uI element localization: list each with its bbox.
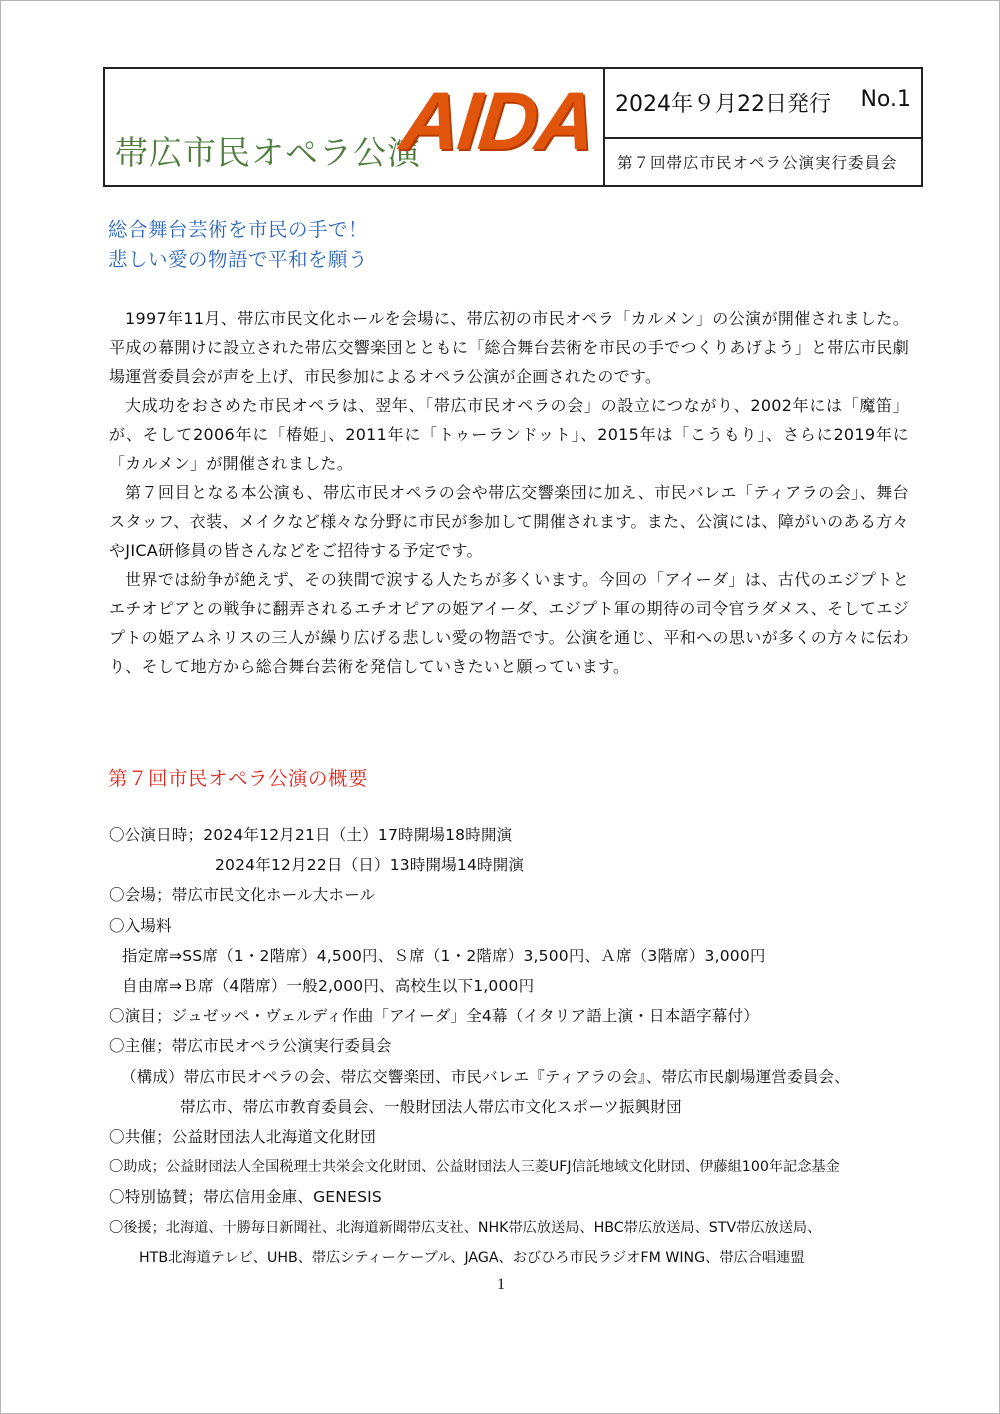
overview-title: 第７回市民オペラ公演の概要: [108, 767, 369, 790]
publisher: 第７回帯広市民オペラ公演実行委員会: [617, 154, 898, 172]
members-line-2: 帯広市、帯広市教育委員会、一般財団法人帯広市文化スポーツ振興財団: [180, 1097, 682, 1116]
paragraph: 大成功をおさめた市民オペラは、翌年、「帯広市民オペラの会」の設立につながり、2002年には「魔笛」が、そして2006年に「椿姫」、2011年に「トゥーランドット」、2015年は「こうもり」、さらに2019年に「カルメン」が開催されました。: [109, 396, 909, 473]
overview-list: [109, 820, 929, 1273]
unreserved-seats-line: 自由席⇒Ｂ席（4階席）一般2,000円、高校生以下1,000円: [122, 977, 535, 996]
headline-line-2: 悲しい愛の物語で平和を願う: [108, 248, 369, 271]
aida-logo: AIDA: [396, 76, 599, 167]
headline-line-1: 総合舞台芸術を市民の手で！: [108, 218, 369, 241]
masthead-issue-cell: [605, 69, 921, 139]
support-line-2: HTB北海道テレビ、UHB、帯広シティーケーブル、JAGA、おびひろ市民ラジオFM WING、帯広合唱連盟: [139, 1249, 805, 1266]
cosponsor-line: 〇共催；公益財団法人北海道文化財団: [109, 1128, 376, 1147]
article-body: [109, 304, 909, 681]
paragraph: 世界では紛争が絶えず、その狭間で涙する人たちが多くいます。今回の「アイーダ」は、古代のエジプトとエチオピアとの戦争に翻弄されるエチオピアの姫アイーダ、エジプト軍の期待の司令官ラダメス、そしてエジプトの姫アムネリスの三人が繰り広げる悲しい愛の物語です。公演を通じ、平和への思いが多くの方々に伝わり、そして地方から総合舞台芸術を発信していきたいと願っています。: [109, 570, 909, 676]
reserved-seats-line: 指定席⇒SS席（1・2階席）4,500円、Ｓ席（1・2階席）3,500円、Ａ席（3階席）3,000円: [122, 946, 766, 965]
series-name: 帯広市民オペラ公演: [115, 133, 421, 172]
support-line-1: 〇後援；北海道、十勝毎日新聞社、北海道新聞帯広支社、NHK帯広放送局、HBC帯広放送局、STV帯広放送局、: [109, 1219, 822, 1236]
venue-line: 〇会場；帯広市民文化ホール大ホール: [109, 886, 376, 905]
paragraph: 1997年11月、帯広市民文化ホールを会場に、帯広初の市民オペラ「カルメン」の公演が開催されました。平成の幕開けに設立された帯広交響楽団とともに「総合舞台芸術を市民の手でつくりあげよう」と帯広市民劇場運営委員会が声を上げ、市民参加によるオペラ公演が企画されたのです。: [109, 309, 909, 386]
organizer-line: 〇主催；帯広市民オペラ公演実行委員会: [109, 1037, 392, 1056]
admission-label: 〇入場料: [109, 916, 172, 935]
members-line-1: （構成）帯広市民オペラの会、帯広交響楽団、市民バレエ『ティアラの会』、帯広市民劇場運営委員会、: [121, 1067, 850, 1086]
datetime-line-1: 〇公演日時；2024年12月21日（土）17時開場18時開演: [109, 826, 513, 844]
paragraph: 第７回目となる本公演も、帯広市民オペラの会や帯広交響楽団に加え、市民バレエ「ティアラの会」、舞台スタッフ、衣装、メイクなど様々な分野に市民が参加して開催されます。また、公演には、障がいのある方々やJICA研修員の皆さんなどをご招待する予定です。: [109, 483, 909, 560]
grants-line: 〇助成；公益財団法人全国税理士共栄会文化財団、公益財団法人三菱UFJ信託地域文化財団、伊藤組100年記念基金: [109, 1159, 840, 1176]
issue-number: No.1: [860, 87, 911, 112]
datetime-line-2: 2024年12月22日（日）13時開場14時開演: [215, 856, 525, 875]
page-number: 1: [497, 1276, 505, 1293]
special-sponsor-line: 〇特別協賛；帯広信用金庫、GENESIS: [109, 1188, 382, 1207]
program-line: 〇演目；ジュゼッペ・ヴェルディ作曲「アイーダ」全4幕（イタリア語上演・日本語字幕付）: [109, 1007, 759, 1026]
issue-date: 2024年９月22日発行: [615, 92, 831, 117]
masthead-title-cell: [105, 69, 605, 185]
masthead: [103, 67, 923, 187]
